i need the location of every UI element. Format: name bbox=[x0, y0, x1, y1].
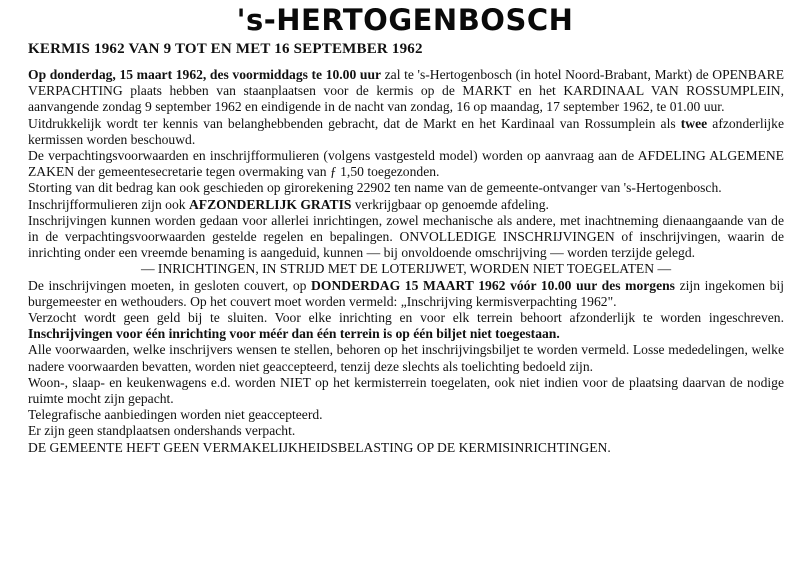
paragraph-registrations: Inschrijvingen kunnen worden gedaan voor allerlei inrichtingen, zowel mechanische als andere, met inachtneming dienaangaande van de in de verpachtingsvoorwaarden gestelde regelen en bepalingen. ONVOLLEDIGE INSCHRIJVINGEN of inschrijvingen, waarin de inrichting onder een vreemde benaming is aangeduid, kunnen — bij onvoldoende omschrijving — worden terzijde gelegd. bbox=[28, 212, 784, 261]
paragraph-free-forms bbox=[28, 197, 784, 213]
money-note-text: Verzocht wordt geen geld bij te sluiten. Voor elke inrichting en voor elk terrein behoort afzonderlijk te worden ingeschreven. bbox=[28, 310, 784, 326]
paragraph-auction-date bbox=[28, 67, 784, 116]
kermis-dates-heading: KERMIS 1962 VAN 9 TOT EN MET 16 SEPTEMBER 1962 bbox=[28, 41, 423, 57]
submission-date-bold: DONDERDAG 15 MAART 1962 bbox=[311, 277, 506, 293]
paragraph-private-leasing: Er zijn geen standplaatsen ondershands verpacht. bbox=[28, 423, 296, 439]
money-note-bold: Inschrijvingen voor één inrichting voor méér dan één terrein is op één biljet niet toegestaan. bbox=[28, 326, 560, 342]
free-forms-text-1: Inschrijfformulieren zijn ook bbox=[28, 196, 189, 212]
paragraph-telegraph: Telegrafische aanbiedingen worden niet geaccepteerd. bbox=[28, 407, 323, 423]
paragraph-payment: Storting van dit bedrag kan ook geschieden op girorekening 22902 ten name van de gemeente-ontvanger van 's-Hertogenbosch. bbox=[28, 180, 722, 196]
auction-date-text: zal te 's-Hertogenbosch (in hotel Noord-Brabant, Markt) de OPENBARE VERPACHTING plaats hebben van staanplaatsen voor de kermis op de MARKT en het KARDINAAL VAN ROSSUMPLEIN, aanvangende zondag 9 september 1962 en eindigende in de nacht van zondag, 16 op maandag, 17 september 1962, te 01.00 uur. bbox=[28, 67, 785, 115]
page-title: 's-HERTOGENBOSCH bbox=[236, 3, 574, 37]
paragraph-wagons: Woon-, slaap- en keukenwagens e.d. worden NIET op het kermisterrein toegelaten, ook niet indien voor de plaatsing daarvan de nodige ruimte mocht zijn gepacht. bbox=[28, 374, 784, 407]
paragraph-money-note bbox=[28, 310, 784, 342]
submission-time-bold: vóór 10.00 uur des morgens bbox=[505, 277, 675, 293]
two-fairs-text-2: afzonderlijke kermissen worden beschouwd. bbox=[28, 115, 784, 147]
submission-text-1: De inschrijvingen moeten, in gesloten couvert, op bbox=[28, 277, 312, 293]
paragraph-two-fairs bbox=[28, 116, 784, 148]
submission-text-2: zijn ingekomen bij burgemeester en wethouders. Op het couvert moet worden vermeld: „Inschrijving kermisverpachting 1962". bbox=[28, 277, 784, 309]
two-fairs-text-1: Uitdrukkelijk wordt ter kennis van belanghebbenden gebracht, dat de Markt en het Kardinaal van Rossumplein als bbox=[28, 115, 681, 131]
free-forms-text-2: verkrijgbaar op genoemde afdeling. bbox=[351, 196, 549, 212]
auction-date-bold: Op donderdag, 15 maart 1962, des voormiddags te 10.00 uur bbox=[28, 67, 382, 82]
two-fairs-bold: twee bbox=[680, 115, 708, 131]
paragraph-lottery-law: — INRICHTINGEN, IN STRIJD MET DE LOTERIJWET, WORDEN NIET TOEGELATEN — bbox=[140, 261, 672, 277]
free-forms-bold: AFZONDERLIJK GRATIS bbox=[188, 196, 352, 212]
announcement-body bbox=[28, 67, 784, 456]
paragraph-tax-note: DE GEMEENTE HEFT GEEN VERMAKELIJKHEIDSBELASTING OP DE KERMISINRICHTINGEN. bbox=[28, 439, 611, 455]
paragraph-conditions: De verpachtingsvoorwaarden en inschrijfformulieren (volgens vastgesteld model) worden op aanvraag aan de AFDELING ALGEMENE ZAKEN der gemeentesecretarie tegen overmaking van ƒ 1,50 toegezonden. bbox=[28, 148, 784, 180]
paragraph-conditions-form: Alle voorwaarden, welke inschrijvers wensen te stellen, behoren op het inschrijvingsbiljet te worden vermeld. Losse mededelingen, welke nadere voorwaarden bevatten, worden niet geaccepteerd, tenzij deze slechts als toelichting bedoeld zijn. bbox=[28, 342, 784, 374]
paragraph-submission bbox=[28, 278, 784, 310]
